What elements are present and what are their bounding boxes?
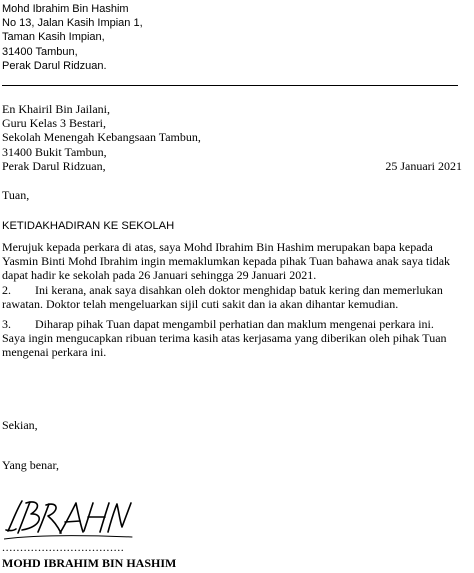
sender-name: Mohd Ibrahim Bin Hashim <box>2 3 129 15</box>
paragraph-1-line: dapat hadir ke sekolah pada 26 Januari sehingga 29 Januari 2021. <box>2 268 317 283</box>
sender-address-line4: Perak Darul Ridzuan. <box>2 59 107 72</box>
letter-date: 25 Januari 2021 <box>385 159 462 173</box>
paragraph-3-number: 3. <box>2 317 11 331</box>
letter-subject: KETIDAKHADIRAN KE SEKOLAH <box>2 220 175 232</box>
handwritten-signature <box>4 497 134 541</box>
recipient-school: Sekolah Menengah Kebangsaan Tambun, <box>2 130 201 145</box>
sender-address-line3: 31400 Tambun, <box>2 45 78 58</box>
paragraph-2-first-line <box>2 283 468 297</box>
paragraph-3-line: Saya ingin mengucapkan ribuan terima kasih atas kerjasama yang diberikan oleh pihak Tuan <box>2 331 447 346</box>
paragraph-2-line: rawatan. Doktor telah mengeluarkan sijil cuti sakit dan ia akan dihantar kemudian. <box>2 297 399 312</box>
recipient-postcode-city: 31400 Bukit Tambun, <box>2 144 107 159</box>
closing: Sekian, <box>2 418 38 432</box>
signature-dotted-line: .................................. <box>2 540 125 554</box>
sender-address-line1: No 13, Jalan Kasih Impian 1, <box>2 17 143 30</box>
sign-off: Yang benar, <box>2 458 59 472</box>
sender-address <box>2 2 468 73</box>
paragraph-2 <box>2 283 468 311</box>
recipient-title: Guru Kelas 3 Bestari, <box>2 116 106 131</box>
salutation: Tuan, <box>2 188 30 202</box>
paragraph-2-number: 2. <box>2 283 11 297</box>
signatory-name: MOHD IBRAHIM BIN HASHIM <box>2 556 177 570</box>
recipient-state: Perak Darul Ridzuan, <box>2 158 106 173</box>
sender-address-line2: Taman Kasih Impian, <box>2 31 105 44</box>
paragraph-2-line: Ini kerana, anak saya disahkan oleh doktor menghidap batuk kering dan memerlukan <box>35 283 443 297</box>
paragraph-3-line: Diharap pihak Tuan dapat mengambil perhatian dan maklum mengenai perkara ini. <box>35 317 434 331</box>
paragraph-1-line: Yasmin Binti Mohd Ibrahim ingin memaklumkan kepada pihak Tuan bahawa anak saya tidak <box>2 254 451 269</box>
recipient-name: En Khairil Bin Jailani, <box>2 102 110 116</box>
paragraph-3-first-line <box>2 317 468 331</box>
header-divider <box>2 85 458 86</box>
paragraph-1-line: Merujuk kepada perkara di atas, saya Mohd Ibrahim Bin Hashim merupakan bapa kepada <box>2 240 433 254</box>
paragraph-1 <box>2 240 468 283</box>
paragraph-3 <box>2 317 468 360</box>
paragraph-3-line: mengenai perkara ini. <box>2 345 107 360</box>
